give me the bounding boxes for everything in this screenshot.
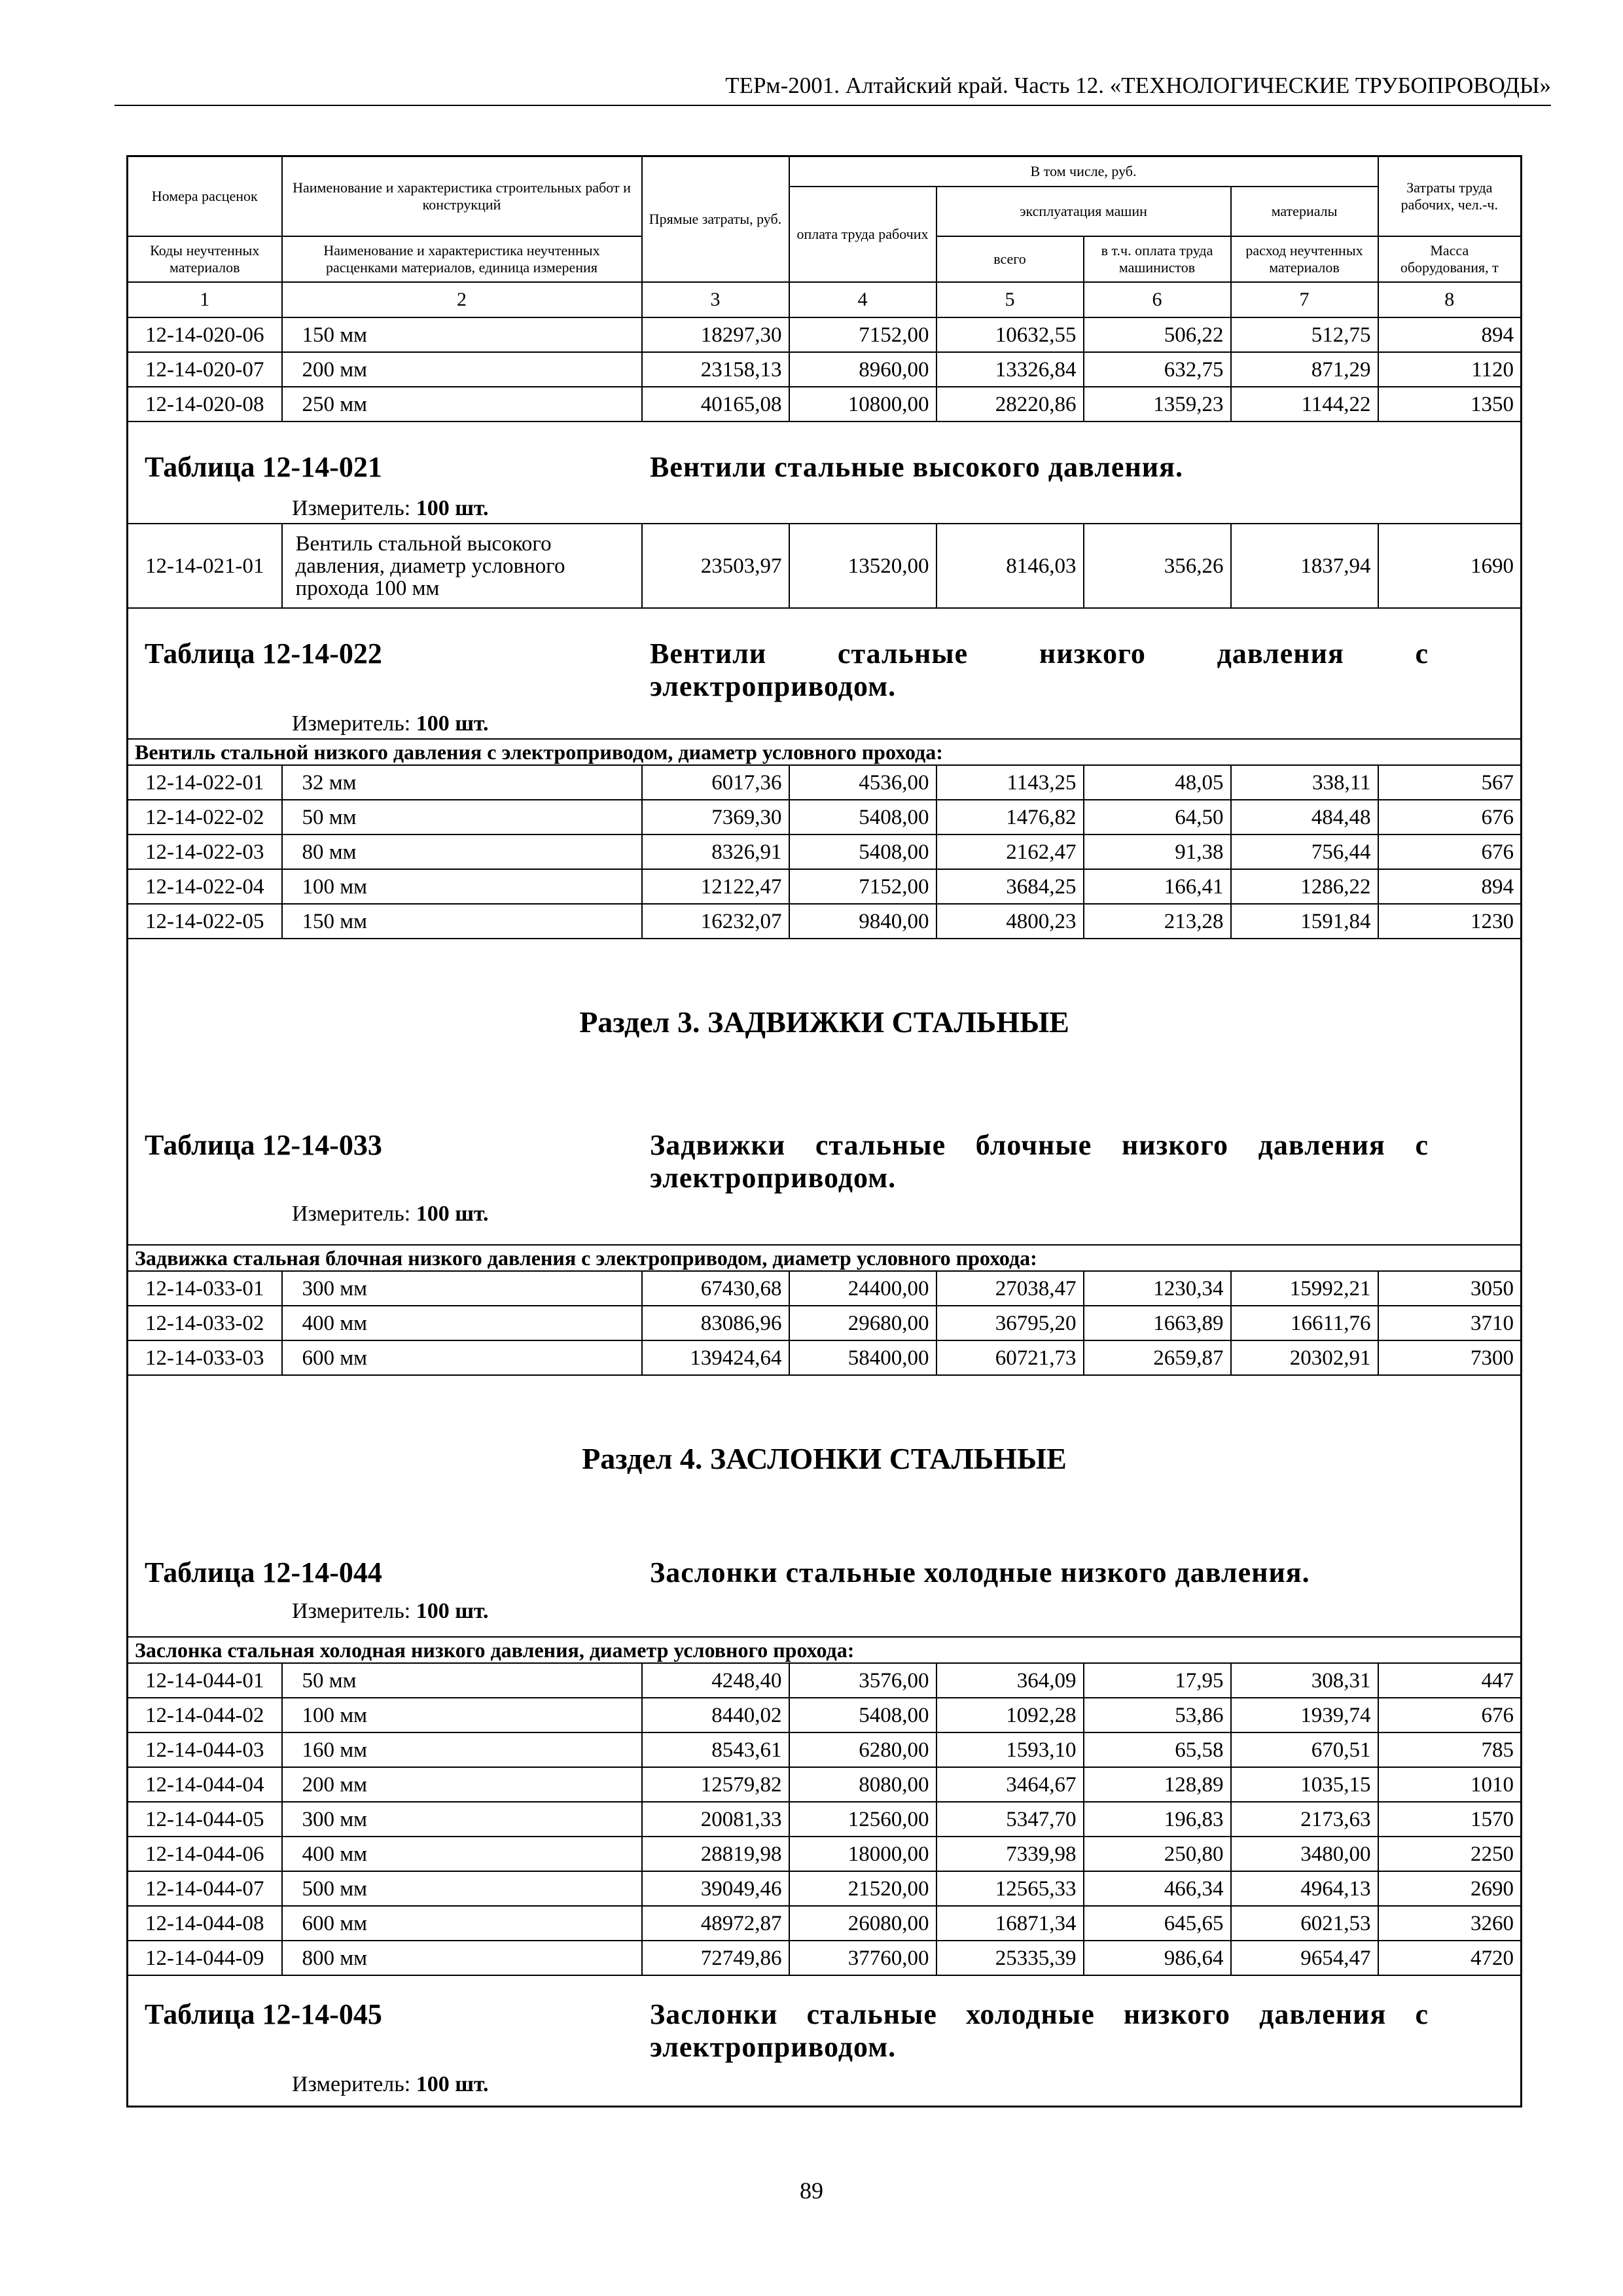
row-direct: 83086,96 bbox=[642, 1306, 789, 1340]
col-header-machines-total: всего bbox=[936, 236, 1084, 282]
table-row bbox=[128, 869, 1522, 904]
row-materials: 20302,91 bbox=[1231, 1340, 1378, 1375]
group-heading: Вентиль стальной низкого давления с электроприводом, диаметр условного прохода: bbox=[128, 739, 1522, 765]
row-materials: 3480,00 bbox=[1231, 1837, 1378, 1871]
row-labor: 26080,00 bbox=[789, 1906, 936, 1941]
row-labor: 8960,00 bbox=[789, 352, 936, 387]
row-machines: 36795,20 bbox=[936, 1306, 1084, 1340]
row-materials: 1591,84 bbox=[1231, 904, 1378, 939]
row-code: 12-14-044-06 bbox=[128, 1837, 282, 1871]
row-materials: 871,29 bbox=[1231, 352, 1378, 387]
col-header-labor-hours: Затраты труда рабочих, чел.-ч. bbox=[1378, 156, 1522, 237]
row-machinist-labor: 645,65 bbox=[1084, 1906, 1231, 1941]
row-machinist-labor: 48,05 bbox=[1084, 765, 1231, 800]
row-direct: 40165,08 bbox=[642, 387, 789, 422]
table-row bbox=[128, 1271, 1522, 1306]
row-direct: 7369,30 bbox=[642, 800, 789, 834]
row-labor: 29680,00 bbox=[789, 1306, 936, 1340]
row-code: 12-14-044-02 bbox=[128, 1698, 282, 1732]
row-code: 12-14-021-01 bbox=[128, 524, 282, 608]
row-labor: 4536,00 bbox=[789, 765, 936, 800]
row-machinist-labor: 196,83 bbox=[1084, 1802, 1231, 1837]
row-machinist-labor: 2659,87 bbox=[1084, 1340, 1231, 1375]
row-machinist-labor: 466,34 bbox=[1084, 1871, 1231, 1906]
row-labor: 5408,00 bbox=[789, 1698, 936, 1732]
row-machinist-labor: 166,41 bbox=[1084, 869, 1231, 904]
row-materials: 484,48 bbox=[1231, 800, 1378, 834]
row-labor: 21520,00 bbox=[789, 1871, 936, 1906]
table-unit: Измеритель: 100 шт. bbox=[292, 496, 489, 520]
table-row bbox=[128, 1663, 1522, 1698]
row-labor: 7152,00 bbox=[789, 317, 936, 352]
row-materials: 1939,74 bbox=[1231, 1698, 1378, 1732]
row-hours: 676 bbox=[1378, 1698, 1522, 1732]
row-machinist-labor: 632,75 bbox=[1084, 352, 1231, 387]
row-direct: 39049,46 bbox=[642, 1871, 789, 1906]
table-row bbox=[128, 1340, 1522, 1375]
row-name: 150 мм bbox=[282, 904, 642, 939]
row-machines: 12565,33 bbox=[936, 1871, 1084, 1906]
table-row bbox=[128, 317, 1522, 352]
row-materials: 670,51 bbox=[1231, 1732, 1378, 1767]
row-code: 12-14-044-09 bbox=[128, 1941, 282, 1975]
row-hours: 2690 bbox=[1378, 1871, 1522, 1906]
row-hours: 785 bbox=[1378, 1732, 1522, 1767]
section-title: Раздел 4. ЗАСЛОНКИ СТАЛЬНЫЕ bbox=[582, 1442, 1067, 1475]
row-code: 12-14-044-05 bbox=[128, 1802, 282, 1837]
row-direct: 8543,61 bbox=[642, 1732, 789, 1767]
row-labor: 10800,00 bbox=[789, 387, 936, 422]
section-3-block bbox=[128, 939, 1522, 1245]
table-row bbox=[128, 1698, 1522, 1732]
row-hours: 676 bbox=[1378, 800, 1522, 834]
row-labor: 12560,00 bbox=[789, 1802, 936, 1837]
row-code: 12-14-044-07 bbox=[128, 1871, 282, 1906]
table-row bbox=[128, 1306, 1522, 1340]
row-machinist-labor: 506,22 bbox=[1084, 317, 1231, 352]
row-hours: 894 bbox=[1378, 869, 1522, 904]
row-direct: 23503,97 bbox=[642, 524, 789, 608]
row-labor: 24400,00 bbox=[789, 1271, 936, 1306]
table-unit: Измеритель: 100 шт. bbox=[292, 711, 489, 736]
row-code: 12-14-022-04 bbox=[128, 869, 282, 904]
row-machinist-labor: 17,95 bbox=[1084, 1663, 1231, 1698]
row-hours: 3050 bbox=[1378, 1271, 1522, 1306]
table-row bbox=[128, 352, 1522, 387]
row-code: 12-14-022-05 bbox=[128, 904, 282, 939]
table-unit: Измеритель: 100 шт. bbox=[292, 1599, 489, 1623]
table-row bbox=[128, 765, 1522, 800]
table-row bbox=[128, 834, 1522, 869]
row-machinist-labor: 986,64 bbox=[1084, 1941, 1231, 1975]
row-name: 500 мм bbox=[282, 1871, 642, 1906]
row-labor: 37760,00 bbox=[789, 1941, 936, 1975]
row-hours: 567 bbox=[1378, 765, 1522, 800]
section-4-block bbox=[128, 1375, 1522, 1637]
row-materials: 4964,13 bbox=[1231, 1871, 1378, 1906]
col-header-machines: эксплуатация машин bbox=[936, 187, 1231, 237]
table-row bbox=[128, 1732, 1522, 1767]
row-machinist-labor: 1359,23 bbox=[1084, 387, 1231, 422]
row-machinist-labor: 356,26 bbox=[1084, 524, 1231, 608]
row-machines: 27038,47 bbox=[936, 1271, 1084, 1306]
table-title: Таблица 12-14-044 bbox=[145, 1556, 382, 1588]
row-machines: 4800,23 bbox=[936, 904, 1084, 939]
row-machines: 1092,28 bbox=[936, 1698, 1084, 1732]
table-row bbox=[128, 524, 1522, 608]
row-machines: 364,09 bbox=[936, 1663, 1084, 1698]
row-hours: 894 bbox=[1378, 317, 1522, 352]
row-labor: 6280,00 bbox=[789, 1732, 936, 1767]
row-materials: 9654,47 bbox=[1231, 1941, 1378, 1975]
row-name: 160 мм bbox=[282, 1732, 642, 1767]
row-name: 32 мм bbox=[282, 765, 642, 800]
row-materials: 308,31 bbox=[1231, 1663, 1378, 1698]
table-section-022 bbox=[128, 608, 1522, 739]
row-direct: 67430,68 bbox=[642, 1271, 789, 1306]
col-number: 7 bbox=[1231, 282, 1378, 317]
row-machinist-labor: 91,38 bbox=[1084, 834, 1231, 869]
row-labor: 5408,00 bbox=[789, 834, 936, 869]
col-header-materials: материалы bbox=[1231, 187, 1378, 237]
group-heading: Заслонка стальная холодная низкого давления, диаметр условного прохода: bbox=[128, 1637, 1522, 1663]
row-materials: 1144,22 bbox=[1231, 387, 1378, 422]
table-row bbox=[128, 800, 1522, 834]
row-direct: 48972,87 bbox=[642, 1906, 789, 1941]
row-code: 12-14-022-01 bbox=[128, 765, 282, 800]
row-code: 12-14-020-07 bbox=[128, 352, 282, 387]
row-hours: 3260 bbox=[1378, 1906, 1522, 1941]
row-code: 12-14-022-02 bbox=[128, 800, 282, 834]
table-description: Заслонки стальные холодные низкого давления. bbox=[650, 1556, 1310, 1588]
price-table bbox=[126, 155, 1522, 2108]
row-labor: 5408,00 bbox=[789, 800, 936, 834]
row-name: 150 мм bbox=[282, 317, 642, 352]
row-direct: 23158,13 bbox=[642, 352, 789, 387]
col-number: 8 bbox=[1378, 282, 1522, 317]
row-code: 12-14-022-03 bbox=[128, 834, 282, 869]
row-machines: 10632,55 bbox=[936, 317, 1084, 352]
row-code: 12-14-044-03 bbox=[128, 1732, 282, 1767]
row-labor: 9840,00 bbox=[789, 904, 936, 939]
row-machines: 3684,25 bbox=[936, 869, 1084, 904]
row-direct: 12579,82 bbox=[642, 1767, 789, 1802]
row-name: 200 мм bbox=[282, 1767, 642, 1802]
row-code: 12-14-020-06 bbox=[128, 317, 282, 352]
row-code: 12-14-033-01 bbox=[128, 1271, 282, 1306]
row-hours: 676 bbox=[1378, 834, 1522, 869]
row-code: 12-14-020-08 bbox=[128, 387, 282, 422]
table-title: Таблица 12-14-045 bbox=[145, 1998, 382, 2030]
row-hours: 4720 bbox=[1378, 1941, 1522, 1975]
row-materials: 1035,15 bbox=[1231, 1767, 1378, 1802]
row-machines: 13326,84 bbox=[936, 352, 1084, 387]
table-row bbox=[128, 1767, 1522, 1802]
table-row bbox=[128, 904, 1522, 939]
row-hours: 2250 bbox=[1378, 1837, 1522, 1871]
row-name: 50 мм bbox=[282, 1663, 642, 1698]
row-name: 300 мм bbox=[282, 1802, 642, 1837]
row-machinist-labor: 53,86 bbox=[1084, 1698, 1231, 1732]
row-name: 300 мм bbox=[282, 1271, 642, 1306]
row-code: 12-14-033-03 bbox=[128, 1340, 282, 1375]
row-name: 600 мм bbox=[282, 1340, 642, 1375]
col-header-material-names: Наименование и характеристика неучтенных расценками материалов, единица измерения bbox=[282, 236, 642, 282]
col-header-material-use: расход неучтенных материалов bbox=[1231, 236, 1378, 282]
row-name: 50 мм bbox=[282, 800, 642, 834]
row-hours: 1230 bbox=[1378, 904, 1522, 939]
row-direct: 12122,47 bbox=[642, 869, 789, 904]
col-number: 6 bbox=[1084, 282, 1231, 317]
row-machines: 8146,03 bbox=[936, 524, 1084, 608]
table-description: Вентили стальные низкого давления с электроприводом. bbox=[650, 637, 1429, 702]
table-unit: Измеритель: 100 шт. bbox=[292, 2072, 489, 2096]
table-title: Таблица 12-14-021 bbox=[145, 451, 382, 483]
row-code: 12-14-033-02 bbox=[128, 1306, 282, 1340]
row-code: 12-14-044-08 bbox=[128, 1906, 282, 1941]
row-hours: 1010 bbox=[1378, 1767, 1522, 1802]
row-labor: 3576,00 bbox=[789, 1663, 936, 1698]
table-row bbox=[128, 1871, 1522, 1906]
row-labor: 13520,00 bbox=[789, 524, 936, 608]
row-materials: 6021,53 bbox=[1231, 1906, 1378, 1941]
col-header-name: Наименование и характеристика строительных работ и конструкций bbox=[282, 156, 642, 237]
row-labor: 18000,00 bbox=[789, 1837, 936, 1871]
row-machines: 60721,73 bbox=[936, 1340, 1084, 1375]
row-direct: 6017,36 bbox=[642, 765, 789, 800]
row-direct: 20081,33 bbox=[642, 1802, 789, 1837]
row-labor: 58400,00 bbox=[789, 1340, 936, 1375]
row-machines: 5347,70 bbox=[936, 1802, 1084, 1837]
row-materials: 338,11 bbox=[1231, 765, 1378, 800]
group-heading: Задвижка стальная блочная низкого давления с электроприводом, диаметр условного прохода: bbox=[128, 1245, 1522, 1271]
row-materials: 512,75 bbox=[1231, 317, 1378, 352]
row-direct: 18297,30 bbox=[642, 317, 789, 352]
row-direct: 72749,86 bbox=[642, 1941, 789, 1975]
row-direct: 16232,07 bbox=[642, 904, 789, 939]
row-machines: 25335,39 bbox=[936, 1941, 1084, 1975]
row-hours: 1690 bbox=[1378, 524, 1522, 608]
table-title: Таблица 12-14-033 bbox=[145, 1129, 382, 1161]
row-direct: 4248,40 bbox=[642, 1663, 789, 1698]
row-machinist-labor: 64,50 bbox=[1084, 800, 1231, 834]
row-direct: 8326,91 bbox=[642, 834, 789, 869]
page-number: 89 bbox=[800, 2178, 823, 2204]
table-row bbox=[128, 1941, 1522, 1975]
row-machines: 1143,25 bbox=[936, 765, 1084, 800]
col-header-codes: Номера расценок bbox=[128, 156, 282, 237]
col-header-labor: оплата труда рабочих bbox=[789, 187, 936, 283]
table-section-045 bbox=[128, 1975, 1522, 2106]
row-name: 100 мм bbox=[282, 1698, 642, 1732]
row-direct: 139424,64 bbox=[642, 1340, 789, 1375]
running-header: ТЕРм-2001. Алтайский край. Часть 12. «ТЕХНОЛОГИЧЕСКИЕ ТРУБОПРОВОДЫ» bbox=[115, 71, 1551, 106]
row-code: 12-14-044-04 bbox=[128, 1767, 282, 1802]
row-machines: 28220,86 bbox=[936, 387, 1084, 422]
row-machines: 16871,34 bbox=[936, 1906, 1084, 1941]
row-machinist-labor: 65,58 bbox=[1084, 1732, 1231, 1767]
row-machines: 7339,98 bbox=[936, 1837, 1084, 1871]
row-name: 250 мм bbox=[282, 387, 642, 422]
row-hours: 1120 bbox=[1378, 352, 1522, 387]
col-header-direct: Прямые затраты, руб. bbox=[642, 156, 789, 283]
row-materials: 1286,22 bbox=[1231, 869, 1378, 904]
col-header-mass: Масса оборудования, т bbox=[1378, 236, 1522, 282]
col-header-including: В том числе, руб. bbox=[789, 156, 1378, 187]
table-section-021 bbox=[128, 422, 1522, 524]
col-number: 5 bbox=[936, 282, 1084, 317]
row-machines: 3464,67 bbox=[936, 1767, 1084, 1802]
row-machinist-labor: 213,28 bbox=[1084, 904, 1231, 939]
row-materials: 15992,21 bbox=[1231, 1271, 1378, 1306]
row-code: 12-14-044-01 bbox=[128, 1663, 282, 1698]
col-header-material-codes: Коды неучтенных материалов bbox=[128, 236, 282, 282]
table-row bbox=[128, 1906, 1522, 1941]
row-materials: 16611,76 bbox=[1231, 1306, 1378, 1340]
row-name: 800 мм bbox=[282, 1941, 642, 1975]
row-hours: 1570 bbox=[1378, 1802, 1522, 1837]
row-direct: 8440,02 bbox=[642, 1698, 789, 1732]
col-header-machinist-labor: в т.ч. оплата труда машинистов bbox=[1084, 236, 1231, 282]
row-hours: 3710 bbox=[1378, 1306, 1522, 1340]
table-row bbox=[128, 1837, 1522, 1871]
row-materials: 1837,94 bbox=[1231, 524, 1378, 608]
row-name: 200 мм bbox=[282, 352, 642, 387]
row-direct: 28819,98 bbox=[642, 1837, 789, 1871]
row-name: 400 мм bbox=[282, 1837, 642, 1871]
table-title: Таблица 12-14-022 bbox=[145, 637, 382, 670]
row-labor: 8080,00 bbox=[789, 1767, 936, 1802]
row-name: 600 мм bbox=[282, 1906, 642, 1941]
row-materials: 756,44 bbox=[1231, 834, 1378, 869]
row-machinist-labor: 128,89 bbox=[1084, 1767, 1231, 1802]
row-name: 400 мм bbox=[282, 1306, 642, 1340]
row-materials: 2173,63 bbox=[1231, 1802, 1378, 1837]
col-number: 3 bbox=[642, 282, 789, 317]
row-name: 80 мм bbox=[282, 834, 642, 869]
row-machinist-labor: 1663,89 bbox=[1084, 1306, 1231, 1340]
row-labor: 7152,00 bbox=[789, 869, 936, 904]
section-title: Раздел 3. ЗАДВИЖКИ СТАЛЬНЫЕ bbox=[579, 1005, 1069, 1039]
row-hours: 7300 bbox=[1378, 1340, 1522, 1375]
row-machines: 1593,10 bbox=[936, 1732, 1084, 1767]
col-number: 4 bbox=[789, 282, 936, 317]
row-name: 100 мм bbox=[282, 869, 642, 904]
row-machines: 1476,82 bbox=[936, 800, 1084, 834]
row-name: Вентиль стальной высокого давления, диаметр условного прохода 100 мм bbox=[282, 524, 642, 608]
col-number: 2 bbox=[282, 282, 642, 317]
row-hours: 447 bbox=[1378, 1663, 1522, 1698]
row-machinist-labor: 250,80 bbox=[1084, 1837, 1231, 1871]
table-description: Вентили стальные высокого давления. bbox=[650, 451, 1183, 483]
row-machinist-labor: 1230,34 bbox=[1084, 1271, 1231, 1306]
table-unit: Измеритель: 100 шт. bbox=[292, 1202, 489, 1226]
row-machines: 2162,47 bbox=[936, 834, 1084, 869]
col-number: 1 bbox=[128, 282, 282, 317]
table-description: Заслонки стальные холодные низкого давления с электроприводом. bbox=[650, 1998, 1429, 2063]
row-hours: 1350 bbox=[1378, 387, 1522, 422]
table-description: Задвижки стальные блочные низкого давления с электроприводом. bbox=[650, 1129, 1429, 1194]
table-row bbox=[128, 1802, 1522, 1837]
table-row bbox=[128, 387, 1522, 422]
